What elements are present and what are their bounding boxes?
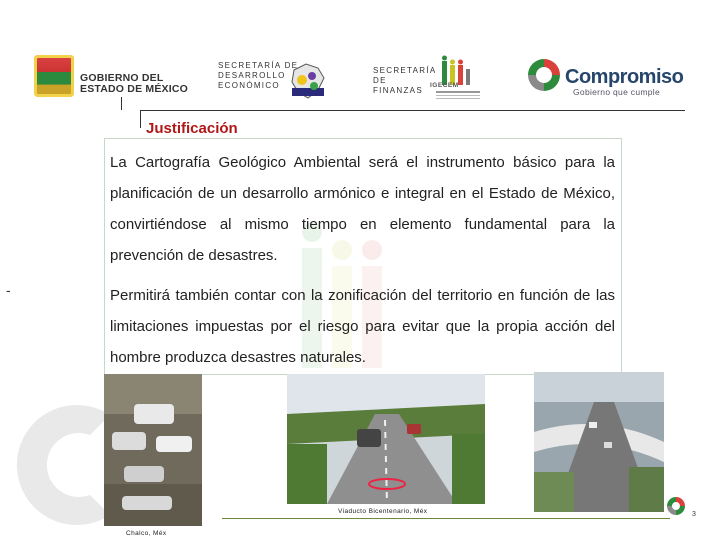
compromiso-swirl-icon: [526, 57, 562, 93]
sec-finanzas-line-1: SECRETARÍA: [373, 66, 437, 75]
sec-finanzas-line-3: FINANZAS: [373, 86, 423, 95]
slide-title: Justificación: [146, 120, 238, 137]
chalco-flood-photo: [104, 374, 202, 526]
secretaria-desarrollo-text: [218, 61, 298, 91]
header-tick-left: [121, 97, 122, 110]
sec-finanzas-line-2: DE: [373, 76, 387, 85]
igecem-logo: [428, 55, 488, 105]
viaduct-photo: [287, 374, 485, 504]
igecem-figures-icon: [428, 55, 488, 105]
highway-photo: [534, 372, 664, 512]
page-number: 3: [692, 511, 696, 518]
chalco-caption: Chalco, Méx: [126, 530, 167, 537]
paragraph-2: Permitirá también contar con la zonificación del territorio en función de las limitaciones impuestas por el riesgo para evitar que la propia acción del hombre produzca desastres naturales.: [110, 287, 615, 366]
bullet-dash: -: [6, 282, 11, 298]
estado-de-mexico-seal: [34, 55, 74, 97]
sec-desarrollo-line-3: ECONÓMICO: [218, 81, 280, 90]
sec-desarrollo-line-1: SECRETARÍA DE: [218, 61, 299, 70]
header-divider: [140, 110, 685, 111]
igecem-label: IGECEM: [430, 82, 459, 89]
viaduct-caption: Viaducto Bicentenario, Méx: [338, 508, 428, 515]
header-tick-title: [140, 110, 141, 128]
secretaria-finanzas-text: [373, 66, 437, 96]
paragraph-1: La Cartografía Geológico Ambiental será el instrumento básico para la planificación de un desarrollo armónico e integral en el Estado de México, convirtiéndose al mismo tiempo en elemento fundamental para la prevención de desastres.: [110, 154, 615, 264]
desarrollo-economico-logo: [288, 60, 328, 102]
footer-compromiso-icon: [666, 496, 686, 516]
compromiso-wordmark: Compromiso: [565, 66, 684, 88]
sec-desarrollo-line-2: DESARROLLO: [218, 71, 286, 80]
gov-line-2: ESTADO DE MÉXICO: [80, 83, 189, 95]
gobierno-logo-text: [80, 73, 188, 95]
gov-line-1: GOBIERNO DEL: [80, 72, 164, 84]
footer-line: [222, 518, 670, 519]
compromiso-tagline: Gobierno que cumple: [573, 87, 660, 97]
